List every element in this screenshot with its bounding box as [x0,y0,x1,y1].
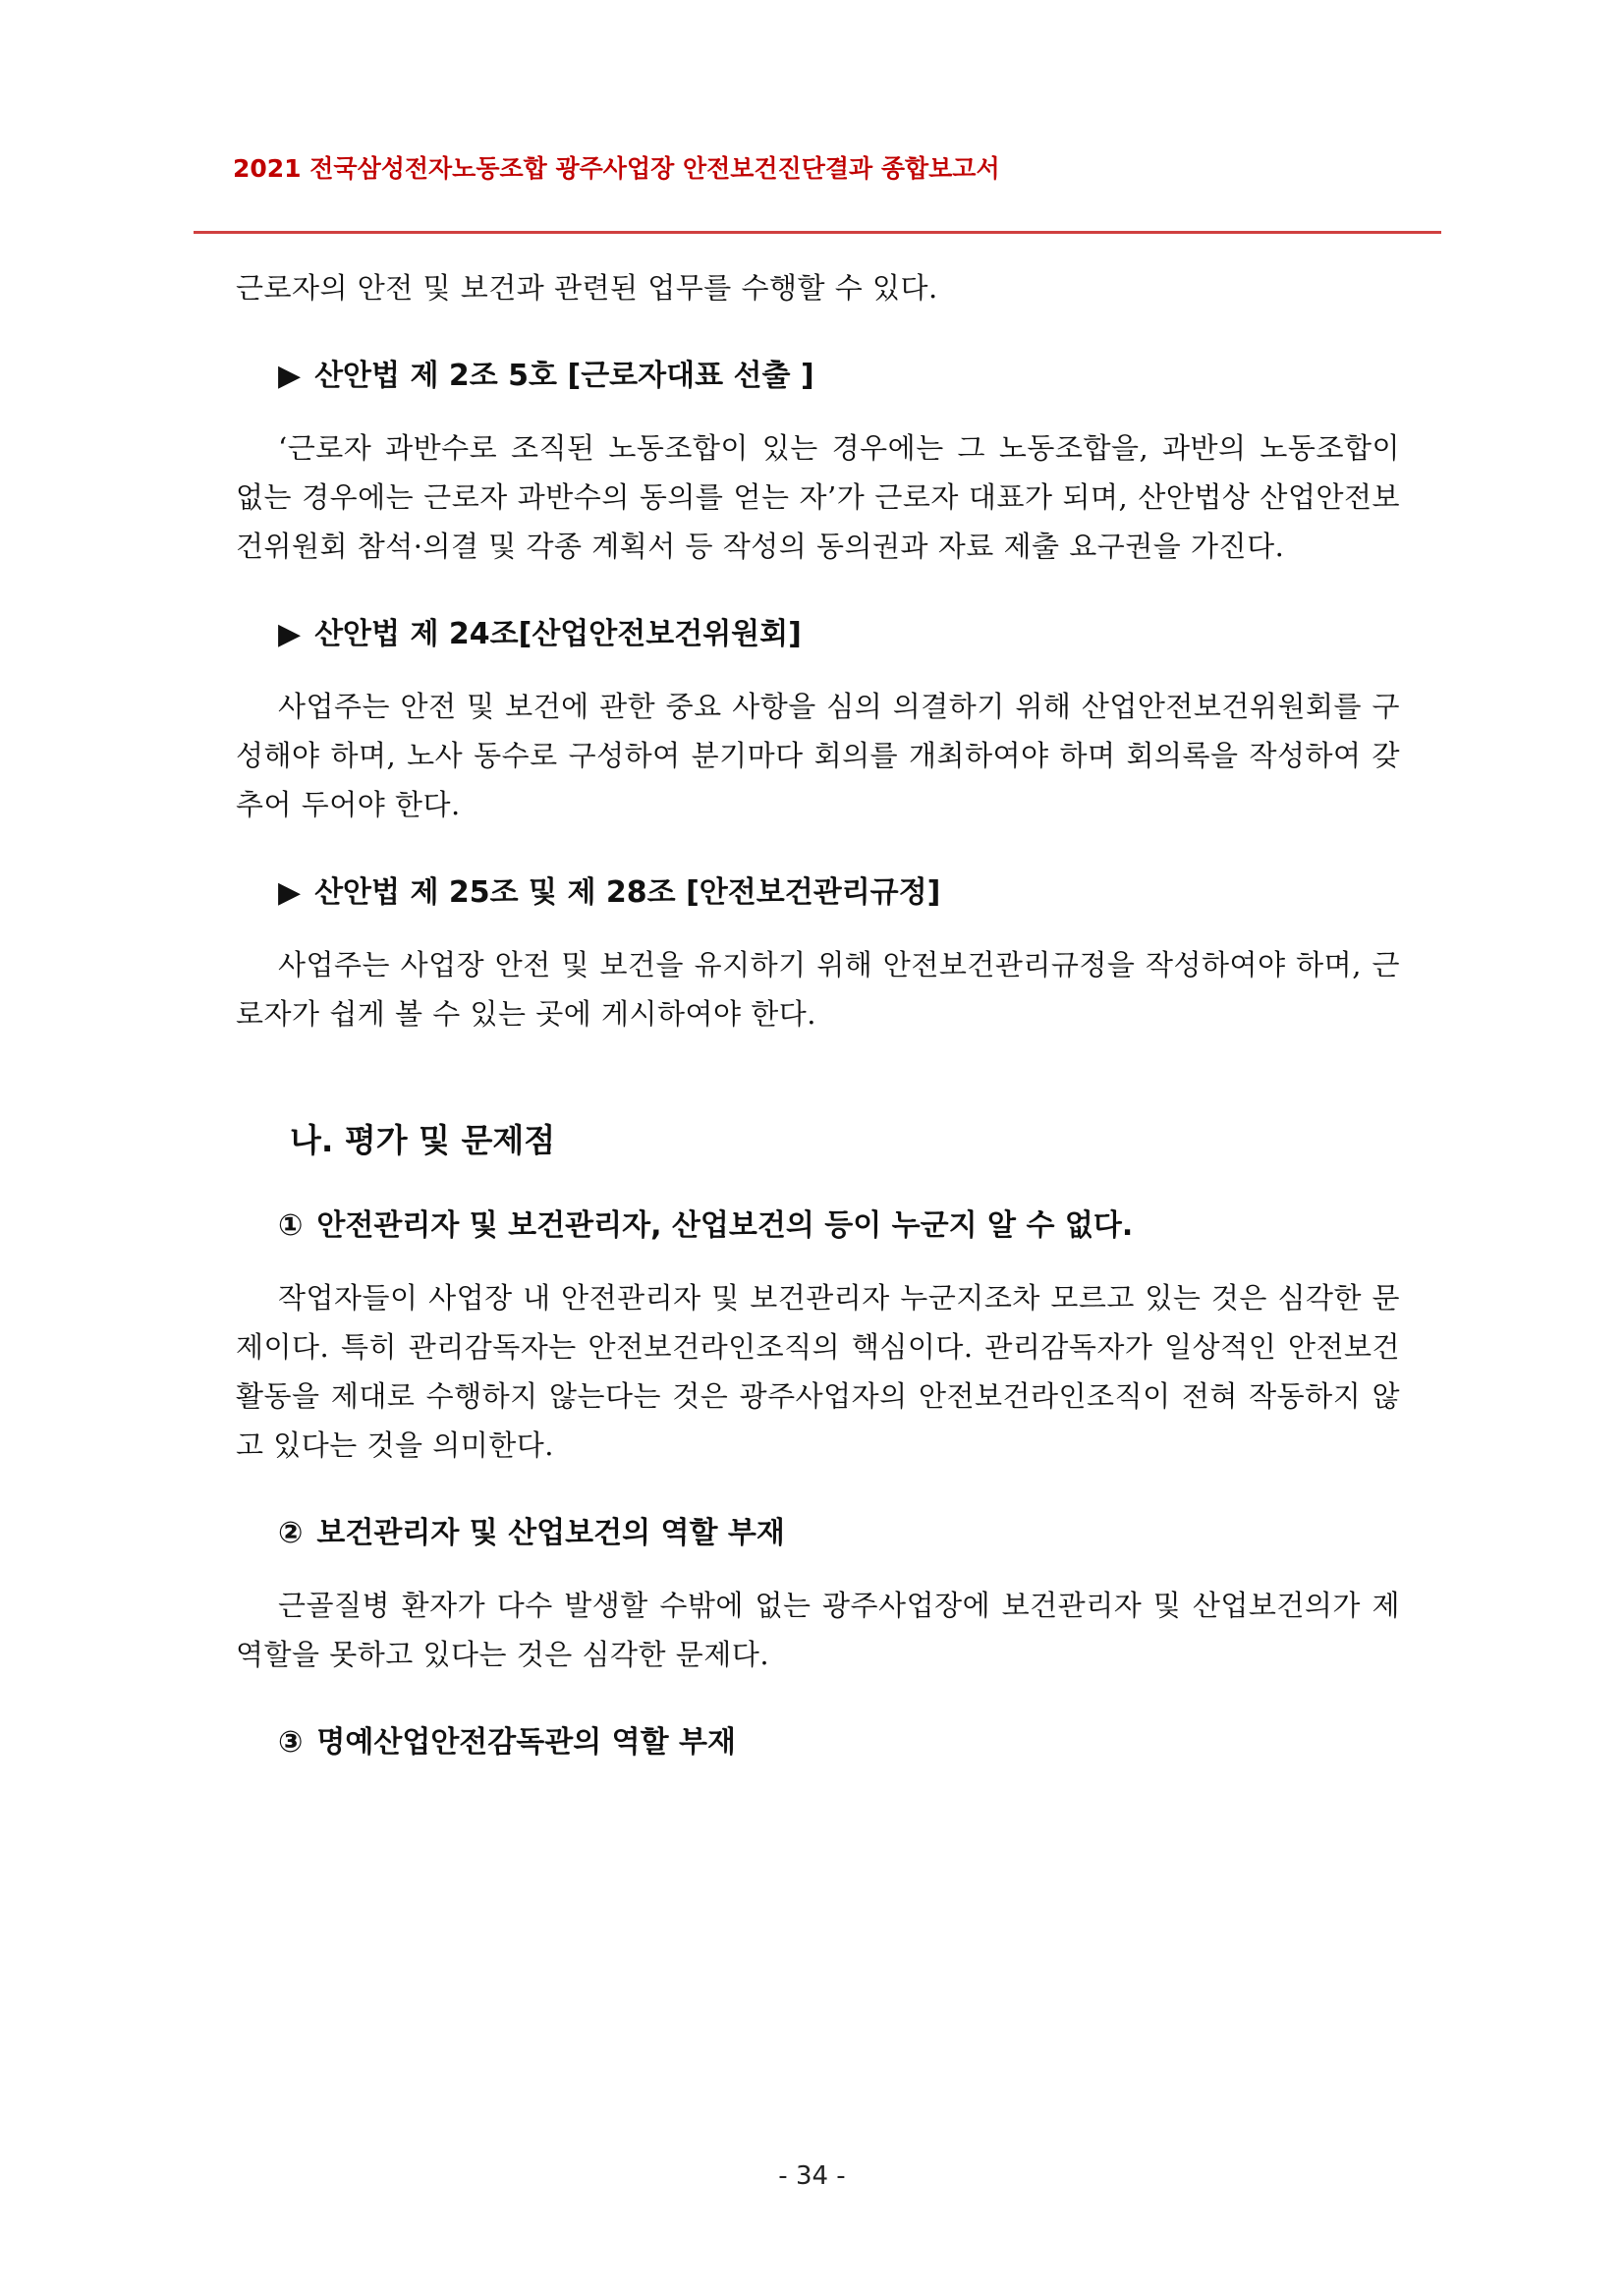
law-heading-text: 산안법 제 24조[산업안전보건위원회] [314,617,802,651]
header-divider [194,231,1441,234]
paragraph-issue-2: 근골질병 환자가 다수 발생할 수밖에 없는 광주사업장에 보건관리자 및 산업보건의가 제 역할을 못하고 있다는 것은 심각한 문제다. [236,1589,1400,1671]
triangle-bullet-icon: ▶ [278,359,302,393]
law-heading-text: 산안법 제 25조 및 제 28조 [안전보건관리규정] [314,875,941,910]
issue-heading-3 [236,1723,1400,1763]
report-title: 2021 전국삼성전자노동조합 광주사업장 안전보건진단결과 종합보고서 [233,154,1000,183]
paragraph-safety-regulations: 사업주는 사업장 안전 및 보건을 유지하기 위해 안전보건관리규정을 작성하여야 하며, 근로자가 쉽게 볼 수 있는 곳에 게시하여야 한다. [236,948,1400,1031]
law-heading-text: 산안법 제 2조 5호 [근로자대표 선출 ] [314,359,814,393]
law-heading-article-2 [236,357,1400,396]
issue-heading-text: 명예산업안전감독관의 역할 부재 [316,1725,737,1760]
page-number: - 34 - [778,2161,846,2191]
issue-heading-1 [236,1206,1400,1246]
page-body [236,263,1400,1763]
paragraph-continuation: 근로자의 안전 및 보건과 관련된 업무를 수행할 수 있다. [236,271,938,305]
paragraph-safety-committee: 사업주는 안전 및 보건에 관한 중요 사항을 심의 의결하기 위해 산업안전보건위원회를 구성해야 하며, 노사 동수로 구성하여 분기마다 회의를 개최하여야 하며 회의록을 작성하여 갖추어 두어야 한다. [236,690,1400,821]
paragraph-worker-representative: ‘근로자 과반수로 조직된 노동조합이 있는 경우에는 그 노동조합을, 과반의 노동조합이 없는 경우에는 근로자 과반수의 동의를 얻는 자’가 근로자 대표가 되며, 산안법상 산업안전보건위원회 참석·의결 및 각종 계획서 등 작성의 동의권과 자료 제출 요구권을 가진다. [236,431,1400,563]
issue-heading-text: 안전관리자 및 보건관리자, 산업보건의 등이 누군지 알 수 없다. [316,1208,1134,1243]
law-heading-article-25-28 [236,873,1400,913]
circled-number-2-icon: ② [278,1516,304,1550]
law-heading-article-24 [236,615,1400,654]
paragraph-issue-1: 작업자들이 사업장 내 안전관리자 및 보건관리자 누군지조차 모르고 있는 것은 심각한 문제이다. 특히 관리감독자는 안전보건라인조직의 핵심이다. 관리감독자가 일상적인 안전보건활동을 제대로 수행하지 않는다는 것은 광주사업자의 안전보건라인조직이 전혀 작동하지 않고 있다는 것을 의미한다. [236,1281,1400,1462]
section-heading-evaluation: 나. 평가 및 문제점 [290,1121,556,1159]
triangle-bullet-icon: ▶ [278,875,302,910]
circled-number-1-icon: ① [278,1208,304,1243]
issue-heading-text: 보건관리자 및 산업보건의 역할 부재 [316,1516,785,1550]
circled-number-3-icon: ③ [278,1725,304,1760]
triangle-bullet-icon: ▶ [278,617,302,651]
issue-heading-2 [236,1514,1400,1553]
